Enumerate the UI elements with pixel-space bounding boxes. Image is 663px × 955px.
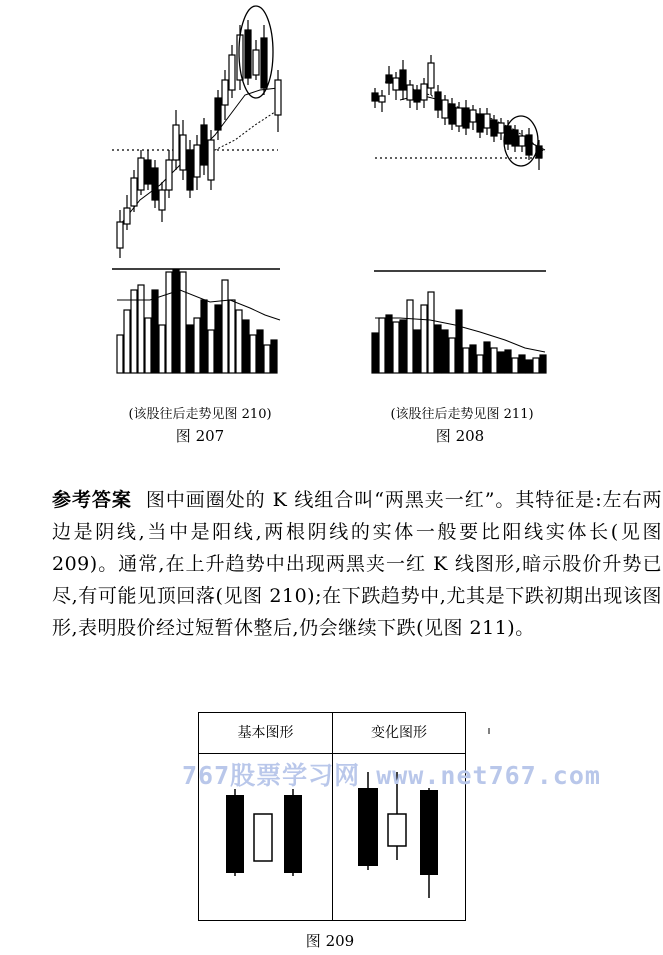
answer-text: 图中画圈处的 K 线组合叫“两黑夹一红”。其特征是:左右两边是阴线,当中是阳线,两根阴线的实体一般要比阳线实体长(见图 209)。通常,在上升趋势中出现两黑夹一红 K 线图形,暗示股价升势已尽,有可能见顶回落(见图 210);在下跌趋势中,尤其是下跌初期出现该图形,表明股价经过短暂休整后,仍会继续下跌(见图 211)。 — [52, 489, 662, 639]
figure-207-label: 图 207 — [175, 427, 225, 445]
figure-209-label: 图 209 — [305, 932, 355, 950]
answer-lead: 参考答案 — [52, 489, 132, 511]
figure-208-label: 图 208 — [435, 427, 485, 445]
figure-209-variant-header: 变化图形 — [371, 725, 427, 741]
figure-207-note: (该股往后走势见图 210) — [128, 407, 272, 422]
figure-208-note: (该股往后走势见图 211) — [390, 407, 534, 422]
figure-209-basic-header: 基本图形 — [237, 725, 294, 741]
watermark: 767股票学习网 www.net767.com — [182, 761, 601, 790]
